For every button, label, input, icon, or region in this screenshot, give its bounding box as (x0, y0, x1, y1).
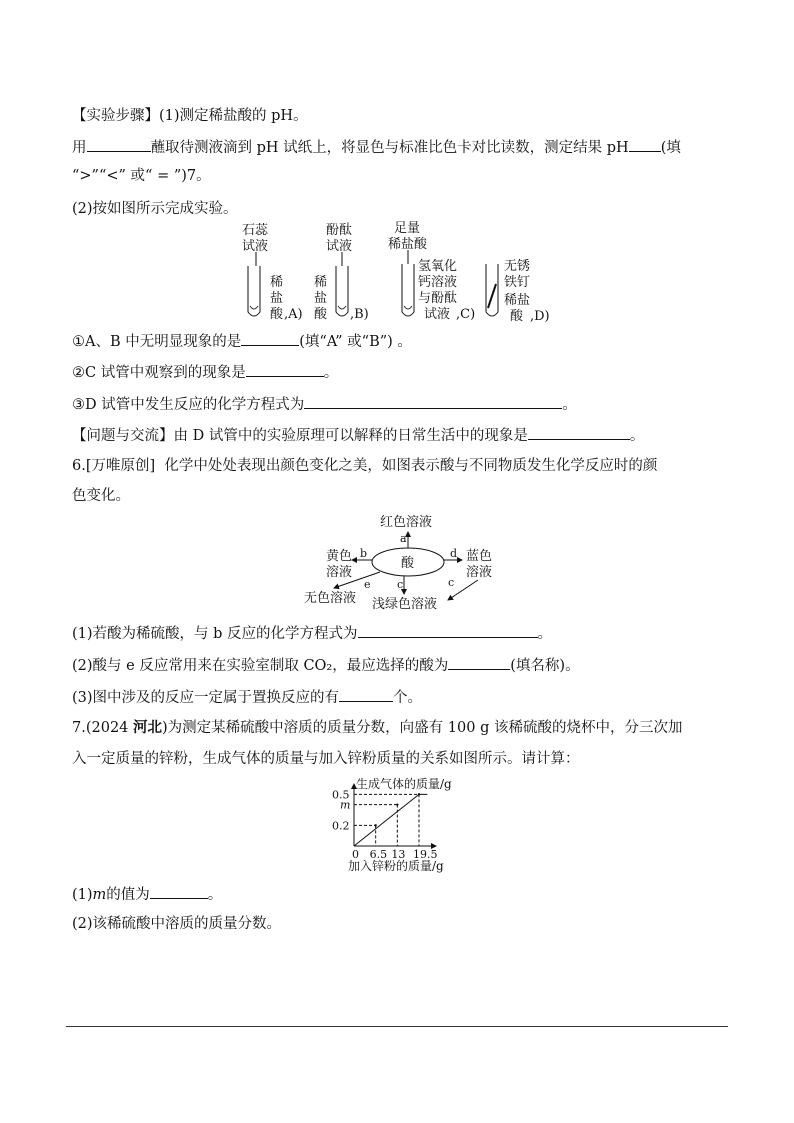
x-tick-label: 13 (391, 848, 406, 861)
answer-blank-q5-3[interactable] (304, 394, 562, 409)
q7-number: 7. (72, 720, 86, 736)
tube-b-label: ,B) (350, 307, 369, 322)
page-bottom-rule (66, 1026, 728, 1027)
ph-line (72, 137, 681, 158)
q5-sub1-text-b: (填“A” 或“B”) 。 (299, 334, 412, 350)
q6-sub2 (72, 655, 580, 676)
q6-line1 (72, 456, 657, 476)
q6-number: 6. (72, 458, 86, 474)
q5-sub1 (72, 331, 412, 352)
q7-sub1-m: m (92, 887, 107, 903)
arrow-a-label: a (400, 532, 407, 545)
y-tick-label: 0.5 (332, 788, 350, 802)
q6-sub2-end: (填名称)。 (510, 658, 580, 674)
q5-sub2-text: ②C 试管中观察到的现象是 (72, 365, 246, 381)
answer-blank-q6-2[interactable] (448, 655, 510, 670)
q5-sub3 (72, 394, 577, 415)
gas-mass-chart (318, 774, 468, 874)
q6-sub3-text: (3)图中涉及的反应一定属于置换反应的有 (72, 690, 340, 706)
diagram-left-1: 黄色 (326, 549, 353, 564)
q7-sub1-end: 。 (207, 887, 223, 903)
tube-b-side-2: 盐 (314, 291, 328, 306)
test-tubes-figure (238, 220, 568, 330)
iron-nail (488, 284, 496, 308)
q5-sub2 (72, 362, 338, 383)
ph-text-a: 用 (72, 140, 87, 156)
arrow-e-label: e (364, 578, 371, 591)
tube-d-side-4: 酸 (510, 309, 524, 324)
tube-d (486, 264, 498, 316)
diagram-right-1: 蓝色 (466, 549, 493, 564)
tube-a-top-2: 试液 (242, 239, 269, 254)
tube-a-side-3: 酸 (270, 307, 284, 322)
q7-sub1-prefix: (1) (72, 887, 93, 903)
tube-c-top-1: 足量 (394, 221, 421, 236)
arrow-b-label: b (360, 547, 368, 560)
arrow-c1-label: c (397, 578, 404, 591)
answer-blank-tool[interactable] (87, 137, 151, 152)
y-tick-label: m (340, 798, 351, 812)
tube-c-side-2: 钙溶液 (418, 275, 458, 290)
tube-b-side-3: 酸 (314, 307, 328, 322)
tube-c-side-4: 试液 (424, 307, 451, 322)
discussion-heading: 【问题与交流】 (72, 428, 174, 444)
discussion-end: 。 (629, 428, 645, 444)
diagram-top-label: 红色溶液 (380, 515, 433, 530)
tube-b-side-1: 稀 (314, 275, 328, 290)
arrow-c2-label: c (448, 576, 455, 589)
arrow-d-label: d (450, 547, 458, 560)
q6-sub2-text: (2)酸与 e 反应常用来在实验室制取 CO₂，最应选择的酸为 (72, 658, 449, 674)
tube-a-top-1: 石蕊 (242, 223, 269, 238)
ph-text-c: (填 (660, 140, 681, 156)
discussion-text: 由 D 试管中的实验原理可以解释的日常生活中的现象是 (173, 428, 528, 444)
tube-b-top-1: 酚酞 (326, 223, 353, 238)
ph-line-2: “>”“<” 或“ = ”)7。 (72, 168, 211, 184)
q7-text1: )为测定某稀硫酸中溶质的质量分数，向盛有 100 g 该稀硫酸的烧杯中，分三次加 (162, 720, 683, 736)
q7-region: 河北 (133, 719, 163, 736)
discussion-line (72, 425, 644, 446)
tube-a (248, 266, 260, 316)
diagram-bottom-label: 浅绿色溶液 (372, 597, 438, 612)
q7-year: (2024 (85, 720, 134, 736)
x-tick-label: 6.5 (369, 848, 388, 861)
answer-blank-q6-3[interactable] (339, 687, 393, 702)
x-tick-label: 19.5 (413, 848, 438, 861)
steps-line (72, 106, 308, 126)
diagram-left-2: 溶液 (326, 565, 353, 580)
answer-blank-q7-1[interactable] (150, 884, 208, 899)
ph-text-b: 蘸取待测液滴到 pH 试纸上，将显色与标准比色卡对比读数，测定结果 pH (150, 140, 629, 156)
q6-sub1-text: (1)若酸为稀硫酸，与 b 反应的化学方程式为 (72, 626, 358, 642)
y-tick-label: 0.2 (332, 819, 350, 833)
tube-a-side-2: 盐 (270, 291, 284, 306)
q6-text2: 色变化。 (72, 488, 130, 504)
diagram-right-2: 溶液 (466, 565, 493, 580)
chart-xlabel: 加入锌粉的质量/g (348, 859, 444, 873)
q5-sub2-end: 。 (323, 365, 339, 381)
answer-blank-q5-2[interactable] (246, 362, 324, 377)
tube-c-label: ,C) (456, 307, 476, 322)
tube-c-side-3: 与酚酞 (418, 291, 458, 306)
answer-blank-ph[interactable] (629, 137, 661, 152)
tube-d-label: ,D) (530, 309, 550, 324)
diagram-bottom-left: 无色溶液 (304, 591, 357, 606)
steps-heading: 【实验步骤】 (72, 108, 159, 124)
q5-sub1-text: ①A、B 中无明显现象的是 (72, 334, 242, 350)
q6-sub1 (72, 623, 552, 644)
chart-ylabel: 生成气体的质量/g (356, 777, 452, 791)
step2-text: (2)按如图所示完成实验。 (72, 201, 238, 217)
step1-text: (1)测定稀盐酸的 pH。 (159, 108, 308, 124)
acid-reaction-diagram (296, 512, 496, 612)
tube-b (336, 266, 348, 316)
q6-sub3 (72, 687, 422, 708)
tube-d-side-3: 稀盐 (504, 293, 531, 308)
q6-text1: 化学中处处表现出颜色变化之美，如图表示酸与不同物质发生化学反应时的颜 (164, 458, 658, 474)
tube-c-side-1: 氢氧化 (418, 259, 458, 274)
data-point-1 (374, 824, 376, 826)
data-point-2 (396, 803, 398, 805)
q7-text2: 入一定质量的锌粉，生成气体的质量与加入锌粉质量的关系如图所示。请计算： (72, 751, 580, 767)
tube-a-side-1: 稀 (270, 275, 284, 290)
q6-sub3-end: 个。 (393, 690, 423, 706)
tube-d-side-2: 铁钉 (504, 275, 531, 290)
tube-a-label: ,A) (284, 307, 303, 322)
tube-b-top-2: 试液 (326, 239, 353, 254)
tube-c-top-2: 稀盐酸 (388, 237, 428, 252)
q5-sub3-text: ③D 试管中发生反应的化学方程式为 (72, 397, 305, 413)
series-line (354, 794, 427, 846)
answer-blank-q5-1[interactable] (241, 331, 299, 346)
diagram-center-label: 酸 (401, 556, 415, 571)
q7-sub1-text: 的值为 (106, 887, 150, 903)
q5-sub3-end: 。 (562, 397, 577, 413)
tube-c (402, 264, 414, 316)
answer-blank-q6-1[interactable] (358, 623, 538, 638)
q6-sub1-end: 。 (537, 626, 553, 642)
q7-line1 (72, 718, 682, 738)
tube-d-side-1: 无锈 (504, 259, 531, 274)
q6-source: [万唯原创] (85, 458, 156, 474)
answer-blank-discussion[interactable] (528, 425, 630, 440)
data-point-3 (418, 793, 420, 795)
q7-sub1 (72, 884, 222, 905)
x-tick-label: 0 (352, 848, 359, 861)
q7-sub2: (2)该稀硫酸中溶质的质量分数。 (72, 916, 282, 932)
